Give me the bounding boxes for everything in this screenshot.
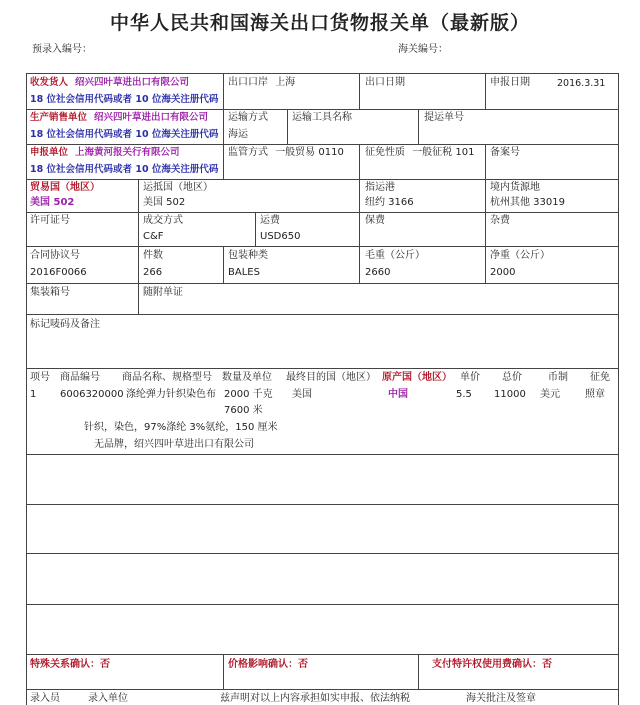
trade-country-value: 美国 502 (30, 197, 75, 208)
domestic-source-value: 杭州其他 33019 (490, 197, 565, 208)
deal-mode-value: C&F (143, 231, 164, 242)
pre-entry-label: 预录入编号： (32, 44, 92, 55)
sales-unit-value: 绍兴四叶草进出口有限公司 (94, 112, 209, 123)
item-goods-code: 6006320000 (60, 389, 124, 400)
consignor-value: 绍兴四叶草进出口有限公司 (75, 77, 190, 88)
container-no-label: 集装箱号 (30, 287, 70, 298)
item-final-dest: 美国 (292, 389, 312, 400)
exemption-value: 一般征税 101 (412, 147, 475, 158)
package-type-value: BALES (228, 267, 260, 278)
footer-entry-unit: 录入单位 (88, 693, 128, 704)
net-weight-value: 2000 (490, 267, 516, 278)
insurance-label: 保费 (365, 215, 385, 226)
bill-no-label: 提运单号 (424, 112, 464, 123)
royalty-label: 支付特许权使用费确认： (432, 659, 542, 670)
header-item-no: 项号 (30, 372, 50, 383)
attached-docs-label: 随附单证 (143, 287, 183, 298)
package-type-label: 包装种类 (228, 250, 268, 261)
header-final-dest: 最终目的国（地区） (286, 372, 376, 383)
freight-value: USD650 (260, 231, 301, 242)
item-unit-price: 5.5 (456, 389, 472, 400)
special-relation-value: 否 (100, 659, 110, 670)
trade-country-label: 贸易国（地区） (30, 182, 100, 193)
header-currency: 币制 (548, 372, 568, 383)
gross-weight-label: 毛重（公斤） (365, 250, 425, 261)
item-levy: 照章 (585, 389, 605, 400)
transport-tool-label: 运输工具名称 (292, 112, 352, 123)
item-origin: 中国 (388, 389, 408, 400)
sales-unit-label: 生产销售单位 (30, 112, 88, 123)
record-no-label: 备案号 (490, 147, 520, 158)
export-date-label: 出口日期 (365, 77, 405, 88)
domestic-source-label: 境内货源地 (490, 182, 540, 193)
footer-approval: 海关批注及签章 (466, 693, 536, 704)
license-no-label: 许可证号 (30, 215, 70, 226)
port-of-dest-label: 指运港 (365, 182, 395, 193)
freight-label: 运费 (260, 215, 280, 226)
contract-no-value: 2016F0066 (30, 267, 87, 278)
consignor-label: 收发货人 (30, 77, 69, 88)
contract-no-label: 合同协议号 (30, 250, 80, 261)
dest-country-label: 运抵国（地区） (143, 182, 213, 193)
transport-mode-label: 运输方式 (228, 112, 268, 123)
declaring-unit-value: 上海黄河报关行有限公司 (75, 147, 180, 158)
consignor-code-note: 18 位社会信用代码或者 10 位海关注册代码 (30, 94, 219, 105)
supervision-value: 一般贸易 0110 (275, 147, 344, 158)
declaring-unit-label: 申报单位 (30, 147, 69, 158)
customs-no-label: 海关编号： (398, 44, 448, 55)
marks-label: 标记唛码及备注 (30, 319, 100, 330)
header-goods-code: 商品编号 (60, 372, 100, 383)
declare-date-label: 申报日期 (490, 77, 530, 88)
price-effect-value: 否 (298, 659, 308, 670)
dest-country-value: 美国 502 (143, 197, 186, 208)
item-spec-line-1: 针织，染色，97%涤纶 3%氨纶，150 厘米 (84, 422, 278, 433)
item-qty-1: 2000 千克 (224, 389, 273, 400)
item-qty-2: 7600 米 (224, 405, 263, 416)
gross-weight-value: 2660 (365, 267, 391, 278)
misc-fee-label: 杂费 (490, 215, 510, 226)
royalty-value: 否 (542, 659, 552, 670)
supervision-label: 监管方式 (228, 147, 268, 158)
header-goods-name: 商品名称、规格型号 (122, 372, 212, 383)
header-total-price: 总价 (502, 372, 522, 383)
item-total-price: 11000 (494, 389, 526, 400)
port-of-dest-value: 纽约 3166 (365, 197, 414, 208)
pieces-value: 266 (143, 267, 163, 278)
item-currency: 美元 (540, 389, 560, 400)
item-no: 1 (30, 389, 37, 400)
price-effect-label: 价格影响确认： (228, 659, 298, 670)
exemption-label: 征免性质 (365, 147, 405, 158)
declaring-unit-code-note: 18 位社会信用代码或者 10 位海关注册代码 (30, 164, 219, 175)
deal-mode-label: 成交方式 (143, 215, 183, 226)
page-title: 中华人民共和国海关出口货物报关单（最新版） (109, 12, 530, 34)
export-port-value: 上海 (275, 77, 296, 88)
item-spec-line-2: 无品牌，绍兴四叶草进出口有限公司 (94, 439, 254, 450)
transport-mode-value: 海运 (228, 129, 248, 140)
header-levy: 征免 (590, 372, 610, 383)
header-qty-unit: 数量及单位 (222, 372, 272, 383)
declare-date-value: 2016.3.31 (557, 78, 606, 89)
item-goods-name: 涤纶弹力针织染色布 (126, 389, 216, 400)
header-origin: 原产国（地区） (382, 372, 452, 383)
footer-entry-clerk: 录入员 (30, 693, 60, 704)
sales-unit-code-note: 18 位社会信用代码或者 10 位海关注册代码 (30, 129, 219, 140)
net-weight-label: 净重（公斤） (490, 250, 550, 261)
special-relation-label: 特殊关系确认： (30, 659, 100, 670)
pieces-label: 件数 (143, 250, 163, 261)
footer-declaration: 兹声明对以上内容承担如实申报、依法纳税 (220, 693, 410, 704)
export-port-label: 出口口岸 (228, 77, 268, 88)
header-unit-price: 单价 (460, 372, 480, 383)
